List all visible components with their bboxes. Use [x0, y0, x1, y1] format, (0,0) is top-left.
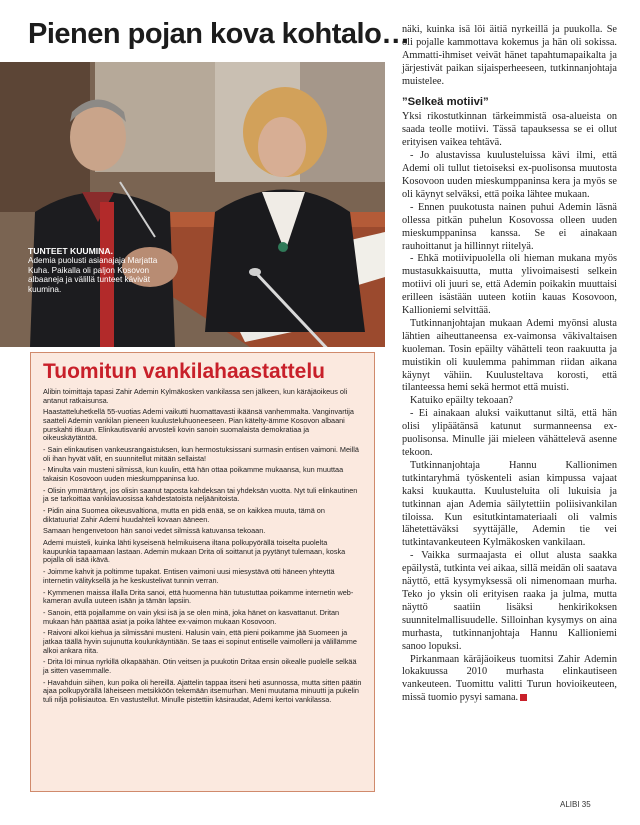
article-paragraph: Yksi rikostutkinnan tärkeimmistä osa-alueista on saada teolle motiivi. Tässä tapauksessa se ei ollut erityisen vaikea tehtävä.: [402, 111, 617, 149]
sidebar-paragraph: - Sanoin, että pojallamme on vain yksi isä ja se olen minä, joka hänet on kasvattanut. Dritan mukaan hän päättää asiat ja poika lähtee ex-vaimon mukaan Kosovoon.: [43, 607, 340, 626]
article-paragraph-last: [402, 654, 617, 706]
article-paragraph: - Ennen puukotusta nainen puhui Ademin läsnä ollessa pitkän puhelun Kosovossa olleen uuden mieskumppaninsa kanssa. Se ei ainakaan rauhoittanut ja hillinnyt riitelyä.: [402, 201, 617, 252]
courtroom-photo: [0, 62, 385, 347]
end-mark-icon: [520, 694, 527, 701]
article-subhead: ”Selkeä motiivi”: [402, 95, 489, 108]
sidebar-paragraph: - Sain elinkautisen vankeusrangaistuksen, kun hermostuksissani surmasin entisen vaimoni. Meillä oli ihan hyvät välit, en suunnitellut mitään sellaista!: [43, 444, 359, 463]
page-footer: ALIBI 35: [560, 800, 591, 809]
article-paragraph: - Vaikka surmaajasta ei ollut alusta saakka epäilystä, tutkinta vei aikaa, sillä meidän oli saatava näyttö, että kysymyksessä oli nimenomaan murha. Teko jo yksin oli erityisen raaka ja julma, mutta näyttö saatiin lisäksi henkirikoksen suunnitelmallisuudelle. Silloinhan kysymys on aina murhasta, tutkinnanjohtaja Hannu Kallioniemi sanoo lopuksi.: [402, 550, 617, 652]
article-paragraph: - Ehkä motiivipuolella oli hieman mukana myös mustasukkaisuutta, mutta ylivoimaisesti selkein motiivi oli juuri se, että Ademin poikakin muuttaisi erilleen isästään uuteen kotiin kauas Kosovoon, Kallioniemi selvittää.: [402, 253, 617, 317]
article-paragraph: Tutkinnanjohtajan mukaan Ademi myönsi alusta lähtien aiheuttaneensa ex-vaimonsa väkivaltaisen kuoleman. Tosin epäilty vähätteli teon raakuutta ja muistikin oli kuulemma pahimman riidan aikana käynyt vähiin. Kuulusteltava korosti, että tilanteessa hemi sekä hermot että muisti.: [402, 317, 617, 394]
sidebar-paragraph: - Kymmenen maissa illalla Drita sanoi, että huomenna hän tutustuttaa poikamme internetin web-kameran avulla uuteen isään ja tämän lapsiin.: [43, 587, 354, 606]
sidebar-paragraph: Haastatteluhetkellä 55-vuotias Ademi vaikutti huomattavasti ikäänsä vanhemmalta. Vanginvartija saatteli Ademin vankilan pieneen kuulusteluhuoneeseen. Pian kätelty-ämme Kosovon albaani purskahti itkuun. Elinkautisvanki arvosteli kovin sanoin suomalaista demokratiaa ja oikeuskäytäntöä.: [43, 407, 354, 443]
sidebar-paragraph: - Olisin ymmärtänyt, jos olisin saanut taposta kahdeksan tai yhdeksän vuotta. Nyt tuli elinkautinen ja se tarkoittaa vankilavuosissa kahdestatoista neljäänitoista.: [43, 485, 358, 504]
article-paragraph-last-text: Pirkanmaan käräjäoikeus tuomitsi Zahir Ademin lokakuussa 2010 murhasta elinkautiseen vankeuteen. Tuomittu valitti Turun hovioikeuteen, missä tuomio pysyi samana.: [402, 653, 617, 704]
sidebar-paragraph: - Pidin aina Suomea oikeusvaltiona, mutta en pidä enää, se on kaikkea muuta, tämä on diktatuuria! Zahir Ademi huudahteli kovaan ääneen.: [43, 506, 325, 524]
sidebar-paragraph: Alibin toimittaja tapasi Zahir Ademin Kylmäkosken vankilassa sen jälkeen, kun käräjäoikeus oli antanut ratkaisunsa.: [43, 387, 348, 405]
courtroom-photo-illustration: [0, 62, 385, 347]
article-paragraph: Katuiko epäilty tekoaan?: [410, 395, 513, 407]
sidebar-paragraph: Samaan hengenvetoon hän sanoi vedet silmissä katuvansa tekoaan.: [43, 526, 266, 536]
article-paragraph: - Jo alustavissa kuulusteluissa kävi ilmi, että Ademi oli tullut tietoiseksi ex-puolisonsa muutosta Kosovoon uuden mieskumppaninsa kera ja myös se oli käynyt selväksi, että poika lähtee mukaan.: [402, 150, 617, 200]
sidebar-paragraph: - Minulta vain musteni silmissä, kun kuulin, että hän ottaa poikamme mukaansa, kun muuttaa takaisin Kosovoon uuden mieskumppaninsa luo.: [43, 465, 344, 483]
sidebar-paragraph: - Raivoni alkoi kiehua ja silmissäni musteni. Halusin vain, että pieni poikamme jää Suomeen ja jatkaa täällä hyvin sujunutta koulunkäyntiään. Se taas ei sopinut entiselle vaimolleni ja välillämme alkoi ankara riita.: [43, 628, 357, 655]
interview-sidebar: [30, 352, 375, 792]
sidebar-paragraph: - Drita löi minua nyrkillä olkapäähän. Otin veitsen ja puukotin Dritaa ensin oikealle puolelle selkää ja sitten vasemmalle.: [43, 657, 357, 675]
sidebar-paragraph: - Joimme kahvit ja poltimme tupakat. Entisen vaimoni uusi miesystävä otti häneen yhteyttä internetin välityksellä ja he keskustelivat tunnin verran.: [43, 567, 335, 585]
sidebar-paragraph: Ademi muisteli, kuinka lähti kyseisenä helmikuisena iltana polkupyörällä toiselta puolelta kaupunkia tapaamaan lastaan. Ademin mukaan Drita oli soittanut ja pyytänyt tulemaan, koska pojalla oli isää ikävä.: [43, 538, 346, 565]
article-paragraph: näki, kuinka isä löi äitiä nyrkeillä ja puukolla. Se oli pojalle kammottava kokemus ja hän oli sokissa. Ammatti-ihmiset veivät hänet tapahtumapaikalta ja järjestivät paikan sijaisperheeseen, tutkinnanjohtaja muistelee.: [402, 24, 617, 87]
article-headline: Pienen pojan kova kohtalo…: [28, 18, 410, 50]
article-paragraph: Tutkinnanjohtaja Hannu Kallionimen tutkintaryhmä työskenteli asian kimpussa vajaat kaksi kuukautta. Kuulusteluita oli lukuisia ja tutkinnan ajan Ademia säilytettiin poliisivankilan tiloissa. Kun esitutkintamateriaali oli valmis lähetettäväksi syyttäjälle, Ademin tie vei tutkintavankeuteen Kylmäkosken vankilaan.: [402, 459, 617, 549]
photo-caption-title: TUNTEET KUUMINA.: [28, 246, 113, 256]
photo-caption-text: Ademia puolusti asianajaja Marjatta Kuha. Paikalla oli paljon Kosovon albaaneja ja välillä tunteet kävivät kuumina.: [28, 256, 158, 294]
sidebar-paragraph: - Havahduin siihen, kun poika oli hereillä. Ajattelin tappaa itseni heti asunnossa, mutta sitten päätin ajaa polkupyörällä läheiseen metsikköön tekemään itsemurhan. Meni muutama minuutti ja pukelin tuli niljä poliisiautoa. En vastustellut. Minulle pistettiin käsiraudat, Ademi kertoi vankilassa.: [43, 677, 362, 704]
article-paragraph: - Ei ainakaan aluksi vaikuttanut siltä, että hän olisi ylipäätänsä katunut surmanneensa ex-puolisonsa. Minulle jäi mieleen vähättelevä asenne tekoon.: [402, 408, 617, 458]
article-column: [402, 24, 617, 705]
sidebar-title: Tuomitun vankilahaastattelu: [43, 360, 325, 383]
photo-caption: [28, 247, 168, 294]
